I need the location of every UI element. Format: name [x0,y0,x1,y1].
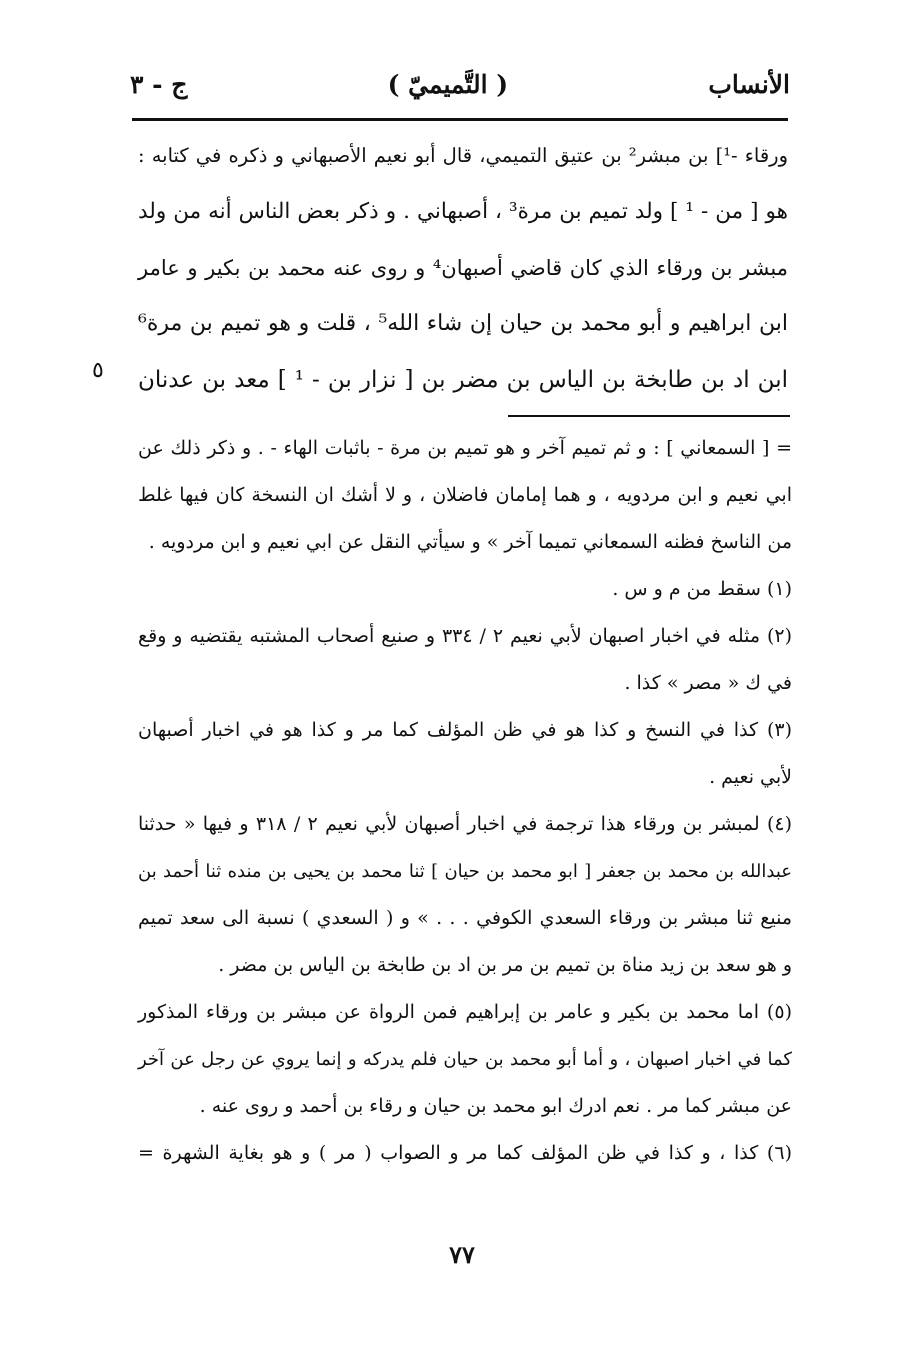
footnote-1: (١) سقط من م و س . [612,578,792,600]
footnote-2: (٢) مثله في اخبار اصبهان لأبي نعيم ٢ / ٣٣٤ و صنيع أصحاب المشتبه يقتضيه و وقع [138,625,793,647]
footnote-line: عبدالله بن محمد بن جعفر [ ابو محمد بن حيان ] ثنا محمد بن يحيى بن منده ثنا أحمد بن [138,861,792,882]
footnote-line: = [ السمعاني ] : و ثم تميم آخر و هو تميم بن مرة - باثبات الهاء - . و ذكر ذلك عن [138,437,792,459]
volume-number: ج - ٣ [130,69,188,99]
footnote-rule [508,415,790,417]
line-number: ٥ [92,358,104,383]
text-line: هو [ من - ¹ ] ولد تميم بن مرة³ ، أصبهاني . و ذكر بعض الناس أنه من ولد [138,199,788,224]
footnote-5: (٥) اما محمد بن بكير و عامر بن إبراهيم فمن الرواة عن مبشر بن ورقاء المذكور [138,1001,792,1023]
footnotes [138,425,792,1177]
text-line: مبشر بن ورقاء الذي كان قاضي أصبهان⁴ و روى عنه محمد بن بكير و عامر [138,256,788,280]
footnote-line: من الناسخ فظنه السمعاني تميما آخر » و سيأتي النقل عن ابي نعيم و ابن مردويه . [148,531,792,553]
footnote-line: كما في اخبار اصبهان ، و أما أبو محمد بن حيان فلم يدركه و إنما يروي عن رجل عن آخر [138,1049,792,1070]
footnote-line: لأبي نعيم . [709,766,792,788]
footnote-line: ابي نعيم و ابن مردويه ، و هما إمامان فاضلان ، و لا أشك ان النسخة كان فيها غلط [138,484,792,506]
entry-name: ( التَّميميّ ) [387,69,509,99]
footnote-line: منيع ثنا مبشر بن ورقاء السعدي الكوفي . . . » و ( السعدي ) نسبة الى سعد تميم [138,907,792,929]
footnote-3: (٣) كذا في النسخ و كذا هو في ظن المؤلف كما مر و كذا هو في اخبار أصبهان [138,719,792,741]
footnote-4: (٤) لمبشر بن ورقاء هذا ترجمة في اخبار أصبهان لأبي نعيم ٢ / ٣١٨ و فيها « حدثنا [138,813,793,835]
page-number: ٧٧ [449,1240,475,1269]
header-rule [132,118,788,121]
footnote-line: و هو سعد بن زيد مناة بن تميم بن مر بن اد بن طابخة بن الياس بن مضر . [218,954,792,976]
running-header [130,60,790,108]
footnote-6: (٦) كذا ، و كذا في ظن المؤلف كما مر و الصواب ( مر ) و هو بغاية الشهرة = [138,1142,792,1164]
book-title: الأنساب [708,69,790,99]
footnote-line: عن مبشر كما مر . نعم ادرك ابو محمد بن حيان و رقاء بن أحمد و روى عنه . [199,1095,792,1117]
text-line: ورقاء -¹] بن مبشر² بن عتيق التميمي، قال أبو نعيم الأصبهاني و ذكره في كتابه : [138,144,788,167]
text-line: ابن ابراهيم و أبو محمد بن حيان إن شاء الله⁵ ، قلت و هو تميم بن مرة⁶ [138,311,788,336]
text-line: ابن اد بن طابخة بن الياس بن مضر بن [ نزار بن - ¹ ] معد بن عدنان [138,367,788,393]
main-text [138,128,788,408]
footnote-line: في ك « مصر » كذا . [624,672,792,694]
